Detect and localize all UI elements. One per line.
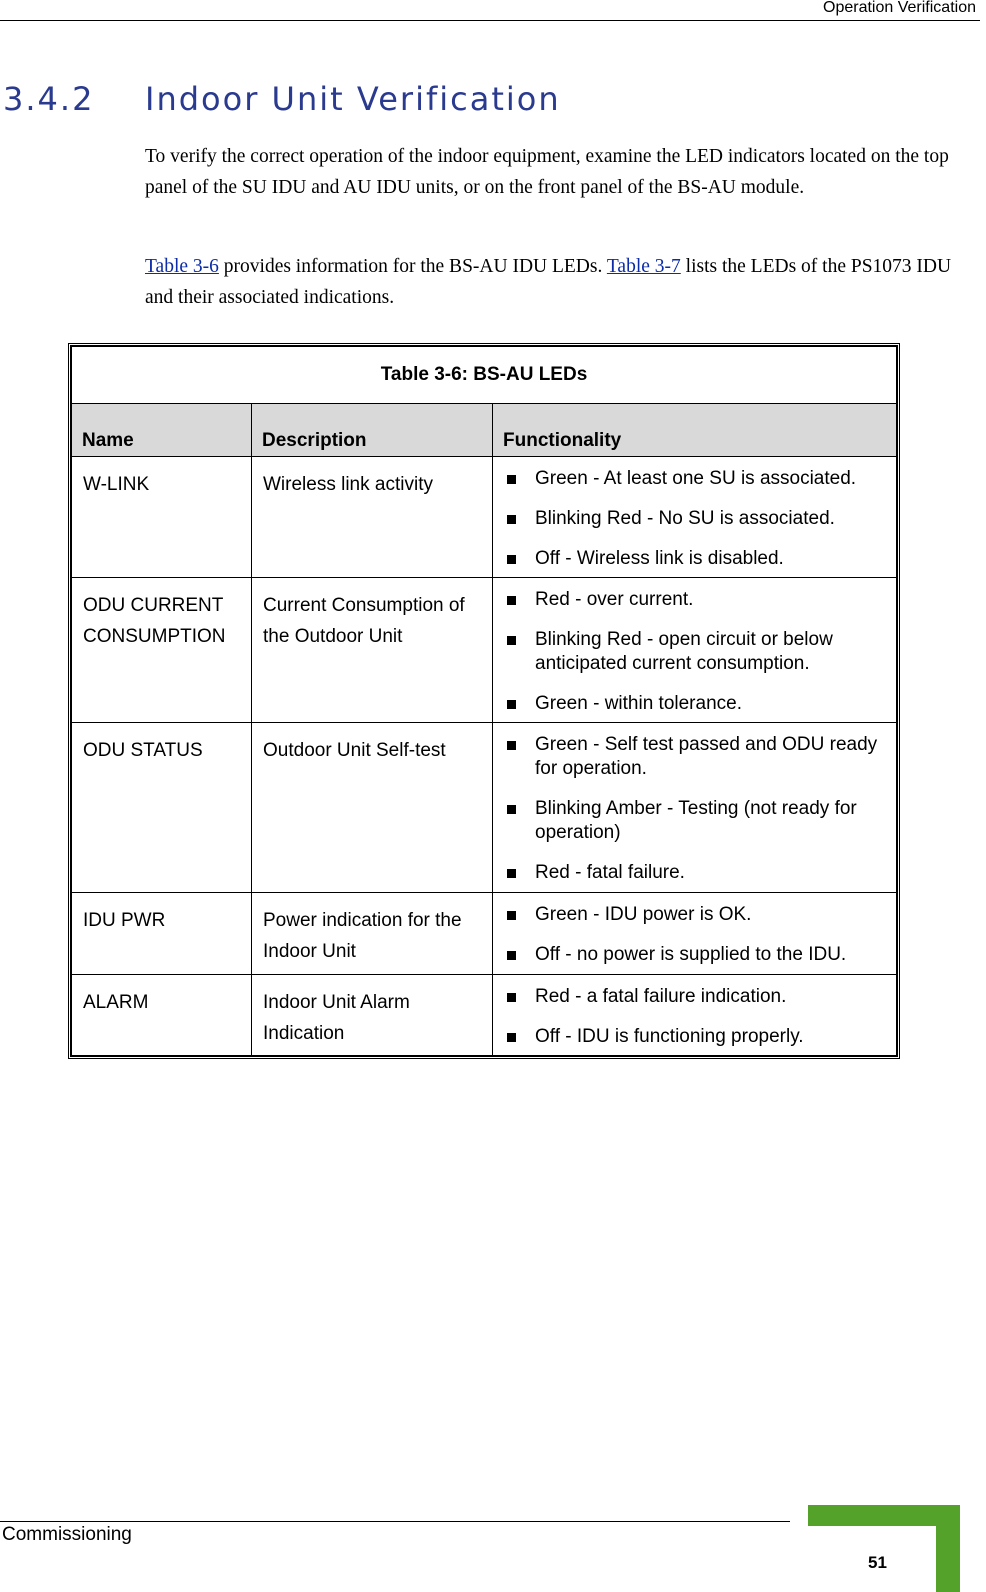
section-title: Indoor Unit Verification bbox=[145, 80, 561, 118]
square-bullet-icon bbox=[507, 805, 516, 814]
section-number: 3.4.2 bbox=[3, 80, 95, 118]
led-name: W-LINK bbox=[72, 457, 252, 578]
square-bullet-icon bbox=[507, 515, 516, 524]
functionality-text: Red - fatal failure. bbox=[535, 862, 685, 883]
square-bullet-icon bbox=[507, 700, 516, 709]
led-description: Power indication for the Indoor Unit bbox=[252, 893, 493, 975]
functionality-text: Green - At least one SU is associated. bbox=[535, 468, 857, 489]
led-functionality bbox=[493, 975, 897, 1056]
table-3-7-link[interactable]: Table 3-7 bbox=[606, 256, 681, 277]
led-functionality bbox=[493, 457, 897, 578]
led-description: Outdoor Unit Self-test bbox=[252, 723, 493, 893]
functionality-list bbox=[505, 733, 892, 885]
footer-chapter-label: Commissioning bbox=[2, 1524, 132, 1545]
led-name: ODU CURRENT CONSUMPTION bbox=[72, 578, 252, 723]
functionality-text: Blinking Red - open circuit or below anticipated current consumption. bbox=[535, 629, 833, 674]
running-header bbox=[0, 0, 980, 21]
functionality-text: Blinking Red - No SU is associated. bbox=[535, 508, 835, 529]
functionality-item bbox=[505, 507, 892, 531]
functionality-text: Off - IDU is functioning properly. bbox=[535, 1026, 804, 1047]
functionality-item bbox=[505, 903, 892, 927]
running-header-title: Operation Verification bbox=[823, 0, 976, 16]
square-bullet-icon bbox=[507, 911, 516, 920]
square-bullet-icon bbox=[507, 993, 516, 1002]
functionality-text: Blinking Amber - Testing (not ready for operation) bbox=[535, 798, 857, 843]
square-bullet-icon bbox=[507, 869, 516, 878]
led-functionality bbox=[493, 578, 897, 723]
table-row bbox=[72, 893, 897, 975]
header-description: Description bbox=[252, 404, 493, 457]
led-functionality bbox=[493, 723, 897, 893]
led-description: Wireless link activity bbox=[252, 457, 493, 578]
square-bullet-icon bbox=[507, 741, 516, 750]
functionality-list bbox=[505, 903, 892, 967]
section-heading bbox=[3, 80, 561, 118]
functionality-item bbox=[505, 943, 892, 967]
functionality-text: Off - no power is supplied to the IDU. bbox=[535, 944, 847, 965]
square-bullet-icon bbox=[507, 596, 516, 605]
footer-rule bbox=[0, 1521, 790, 1522]
functionality-text: Off - Wireless link is disabled. bbox=[535, 548, 784, 569]
functionality-list bbox=[505, 985, 892, 1049]
led-description: Current Consumption of the Outdoor Unit bbox=[252, 578, 493, 723]
table-row bbox=[72, 723, 897, 893]
functionality-item bbox=[505, 797, 892, 845]
functionality-item bbox=[505, 628, 892, 676]
led-description: Indoor Unit Alarm Indication bbox=[252, 975, 493, 1056]
table-reference-paragraph bbox=[145, 251, 975, 313]
header-name: Name bbox=[72, 404, 252, 457]
functionality-item bbox=[505, 861, 892, 885]
square-bullet-icon bbox=[507, 951, 516, 960]
functionality-text: Red - over current. bbox=[535, 589, 694, 610]
functionality-item bbox=[505, 588, 892, 612]
square-bullet-icon bbox=[507, 1033, 516, 1042]
table-row bbox=[72, 578, 897, 723]
functionality-list bbox=[505, 588, 892, 716]
led-name: ALARM bbox=[72, 975, 252, 1056]
functionality-text: Green - IDU power is OK. bbox=[535, 904, 752, 925]
square-bullet-icon bbox=[507, 636, 516, 645]
functionality-item bbox=[505, 985, 892, 1009]
led-functionality bbox=[493, 893, 897, 975]
functionality-item bbox=[505, 467, 892, 491]
functionality-item bbox=[505, 1025, 892, 1049]
square-bullet-icon bbox=[507, 555, 516, 564]
functionality-list bbox=[505, 467, 892, 571]
table-header-row bbox=[72, 404, 897, 457]
bs-au-leds-table bbox=[68, 343, 900, 1059]
table-caption: Table 3-6: BS-AU LEDs bbox=[72, 347, 897, 404]
led-name: IDU PWR bbox=[72, 893, 252, 975]
functionality-item bbox=[505, 547, 892, 571]
functionality-item bbox=[505, 733, 892, 781]
page-number: 51 bbox=[868, 1553, 887, 1572]
led-name: ODU STATUS bbox=[72, 723, 252, 893]
paragraph-text-2: lists the LEDs of the PS1073 IDU and their associated indications. bbox=[145, 256, 952, 308]
page-number-tab bbox=[808, 1505, 960, 1592]
table-row bbox=[72, 975, 897, 1056]
functionality-item bbox=[505, 692, 892, 716]
paragraph-text-1: provides information for the BS-AU IDU LEDs. bbox=[218, 256, 607, 277]
functionality-text: Green - within tolerance. bbox=[535, 693, 742, 714]
header-functionality: Functionality bbox=[493, 404, 897, 457]
functionality-text: Green - Self test passed and ODU ready for operation. bbox=[535, 734, 878, 779]
intro-paragraph: To verify the correct operation of the indoor equipment, examine the LED indicators located on the top panel of the SU IDU and AU IDU units, or on the front panel of the BS-AU module. bbox=[145, 146, 949, 198]
square-bullet-icon bbox=[507, 475, 516, 484]
functionality-text: Red - a fatal failure indication. bbox=[535, 986, 787, 1007]
table-row bbox=[72, 457, 897, 578]
table-3-6-link[interactable]: Table 3-6 bbox=[145, 256, 219, 277]
